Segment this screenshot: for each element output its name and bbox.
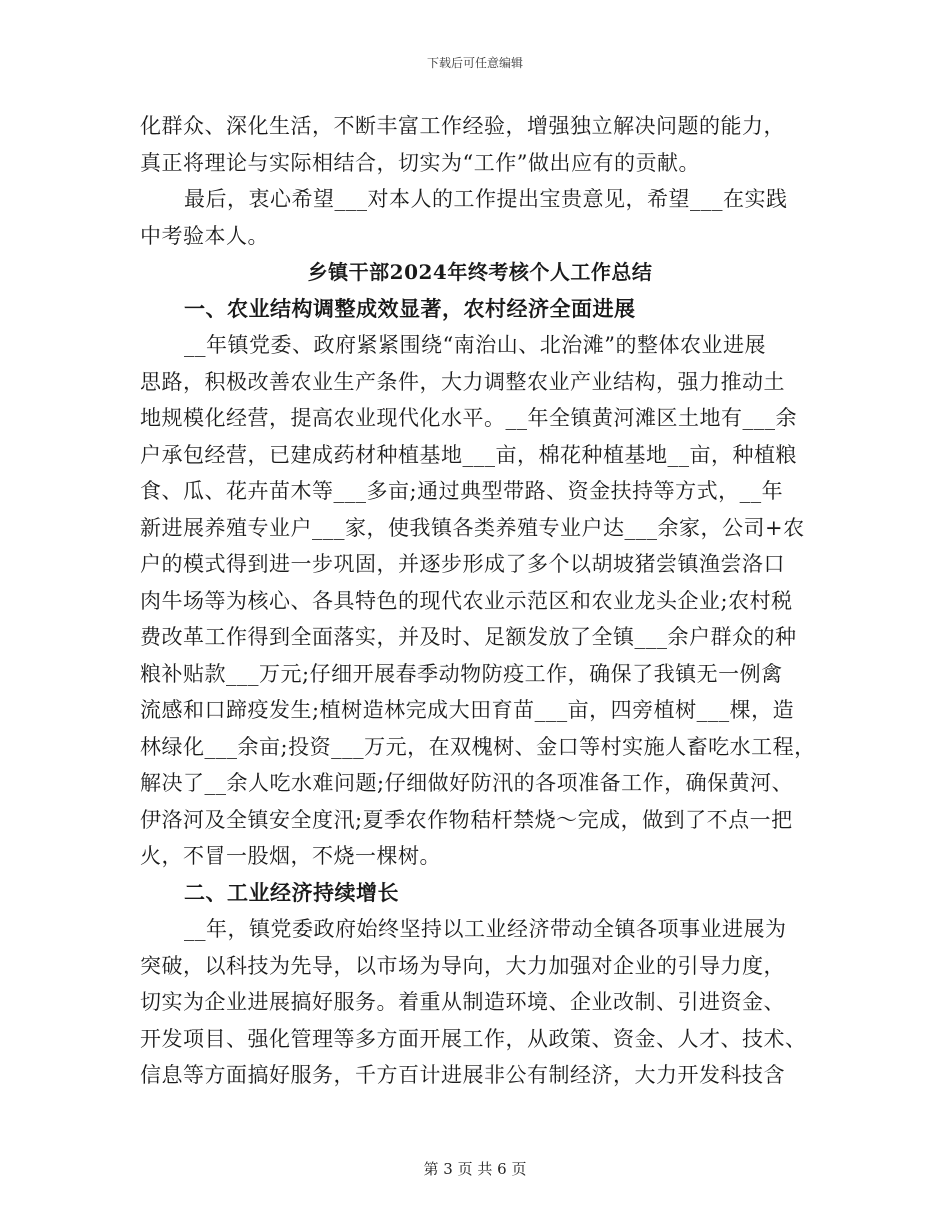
paragraph-line: 最后，衷心希望___对本人的工作提出宝贵意见，希望___在实践 [184,187,788,211]
section-heading: 一、农业结构调整成效显著，农村经济全面进展 [184,295,636,321]
paragraph-line: 食、瓜、花卉苗木等___多亩;通过典型带路、资金扶持等方式，__年 [140,479,784,503]
paragraph-line: 切实为企业进展搞好服务。着重从制造环境、企业改制、引进资金、 [140,990,785,1014]
paragraph-line: 真正将理论与实际相结合，切实为“工作”做出应有的贡献。 [140,150,700,175]
paragraph-line: 思路，积极改善农业生产条件，大力调整农业产业结构，强力推动土 [140,369,785,394]
document-title: 乡镇干部2024年终考核个人工作总结 [307,260,653,284]
section-heading: 二、工业经济持续增长 [184,879,399,905]
paragraph-line: 中考验本人。 [140,223,269,248]
paragraph-line: 肉牛场等为核心、各具特色的现代农业示范区和农业龙头企业;农村税 [140,588,793,613]
paragraph-line: 火，不冒一股烟，不烧一棵树。 [140,844,441,868]
paragraph-line: 解决了__余人吃水难问题;仔细做好防汛的各项准备工作，确保黄河、 [140,771,794,795]
paragraph-line: 林绿化___余亩;投资___万元，在双槐树、金口等村实施人畜吃水工程， [140,734,816,759]
paragraph-line: 费改革工作得到全面落实，并及时、足额发放了全镇___余户群众的种 [140,625,797,649]
paragraph-line: __年，镇党委政府始终坚持以工业经济带动全镇各项事业进展为 [184,917,787,941]
paragraph-line: 开发项目、强化管理等多方面开展工作，从政策、资金、人才、技术、 [140,1026,807,1051]
paragraph-line: 户的模式得到进一步巩固，并逐步形成了多个以胡坡猪尝镇渔尝洛口 [140,552,785,576]
paragraph-line: 流感和口蹄疫发生;植树造林完成大田育苗___亩，四旁植树___棵，造 [140,698,795,722]
paragraph-line: 户承包经营，已建成药材种植基地___亩，棉花种植基地__亩，种植粮 [140,442,797,467]
paragraph-line: 新进展养殖专业户___家，使我镇各类养殖专业户达___余家，公司+农 [140,515,805,540]
paragraph-line: 化群众、深化生活，不断丰富工作经验，增强独立解决问题的能力， [140,114,785,138]
paragraph-line: 信息等方面搞好服务，千方百计进展非公有制经济，大力开发科技含 [140,1063,785,1087]
page-number-footer: 第 3 页 共 6 页 [423,1160,527,1178]
paragraph-line: __年镇党委、政府紧紧围绕“南治山、北治滩”的整体农业进展 [184,333,766,357]
paragraph-line: 粮补贴款___万元;仔细开展春季动物防疫工作，确保了我镇无一例禽 [140,661,783,686]
paragraph-line: 突破，以科技为先导，以市场为导向，大力加强对企业的引导力度， [140,953,785,978]
document-body [140,108,820,1094]
paragraph-line: 伊洛河及全镇安全度汛;夏季农作物秸杆禁烧～完成，做到了不点一把 [140,807,793,832]
paragraph-line: 地规模化经营，提高农业现代化水平。__年全镇黄河滩区土地有___余 [140,406,797,430]
header-note: 下载后可任意编辑 [426,56,523,70]
